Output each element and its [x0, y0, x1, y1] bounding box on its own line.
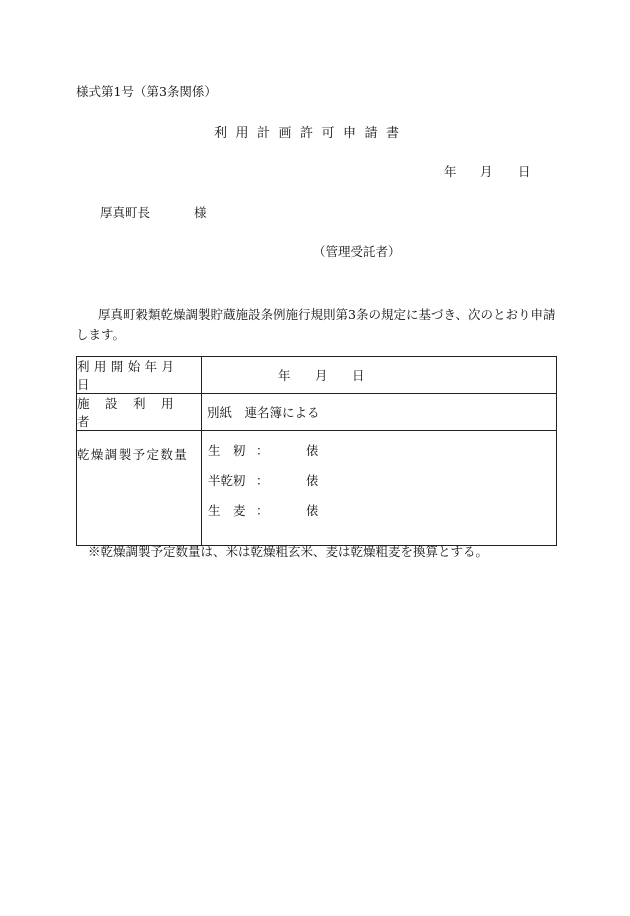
quantity-item-unit: 俵 — [306, 473, 319, 488]
date-month-label: 月 — [480, 164, 493, 179]
planned-quantity-label: 乾燥調製予定数量 — [77, 447, 189, 462]
application-date — [444, 162, 531, 180]
form-number: 様式第1号（第3条関係） — [76, 84, 217, 99]
body-text: 厚真町穀類乾燥調製貯蔵施設条例施行規則第3条の規定に基づき、次のとおり申請します。 — [76, 307, 556, 342]
quantity-item-name: 生 籾 — [208, 443, 246, 458]
facility-user-label-cell — [77, 394, 202, 431]
quantity-item-semi-dried-paddy — [208, 473, 556, 503]
addressee-name: 厚真町長 — [100, 205, 151, 220]
document-title: 利用計画許可申請書 — [214, 126, 408, 141]
facility-user-label: 施設利用者 — [77, 396, 190, 429]
start-date-day: 日 — [352, 368, 365, 383]
table-row-planned-quantity — [77, 431, 557, 546]
quantity-item-colon: ： — [256, 473, 269, 488]
quantity-item-name: 生 麦 — [208, 503, 246, 518]
table-row-start-date — [77, 357, 557, 394]
facility-user-value: 別紙 連名簿による — [202, 394, 557, 431]
date-day-label: 日 — [518, 164, 531, 179]
quantity-item-colon: ： — [256, 503, 269, 518]
addressee-honorific: 様 — [194, 205, 207, 220]
planned-quantity-label-cell — [77, 431, 202, 546]
quantity-item-raw-paddy — [208, 443, 556, 473]
quantity-item-unit: 俵 — [306, 443, 319, 458]
quantity-item-unit: 俵 — [306, 503, 319, 518]
start-date-label: 利用開始年月日 — [77, 359, 179, 392]
footnote: ※乾燥調製予定数量は、米は乾燥粗玄米、麦は乾燥粗麦を換算とする。 — [88, 544, 489, 559]
applicant-label: （管理受託者） — [313, 244, 401, 259]
table-row-facility-user — [77, 394, 557, 431]
date-year-label: 年 — [444, 164, 457, 179]
start-date-month: 月 — [315, 368, 328, 383]
quantity-item-raw-wheat — [208, 503, 556, 533]
start-date-label-cell — [77, 357, 202, 394]
planned-quantity-values — [202, 431, 557, 546]
quantity-item-colon: ： — [256, 443, 269, 458]
quantity-item-name: 半乾籾 — [208, 473, 246, 488]
addressee — [100, 203, 207, 221]
application-table — [76, 356, 557, 546]
start-date-value — [202, 357, 557, 394]
start-date-year: 年 — [278, 368, 291, 383]
